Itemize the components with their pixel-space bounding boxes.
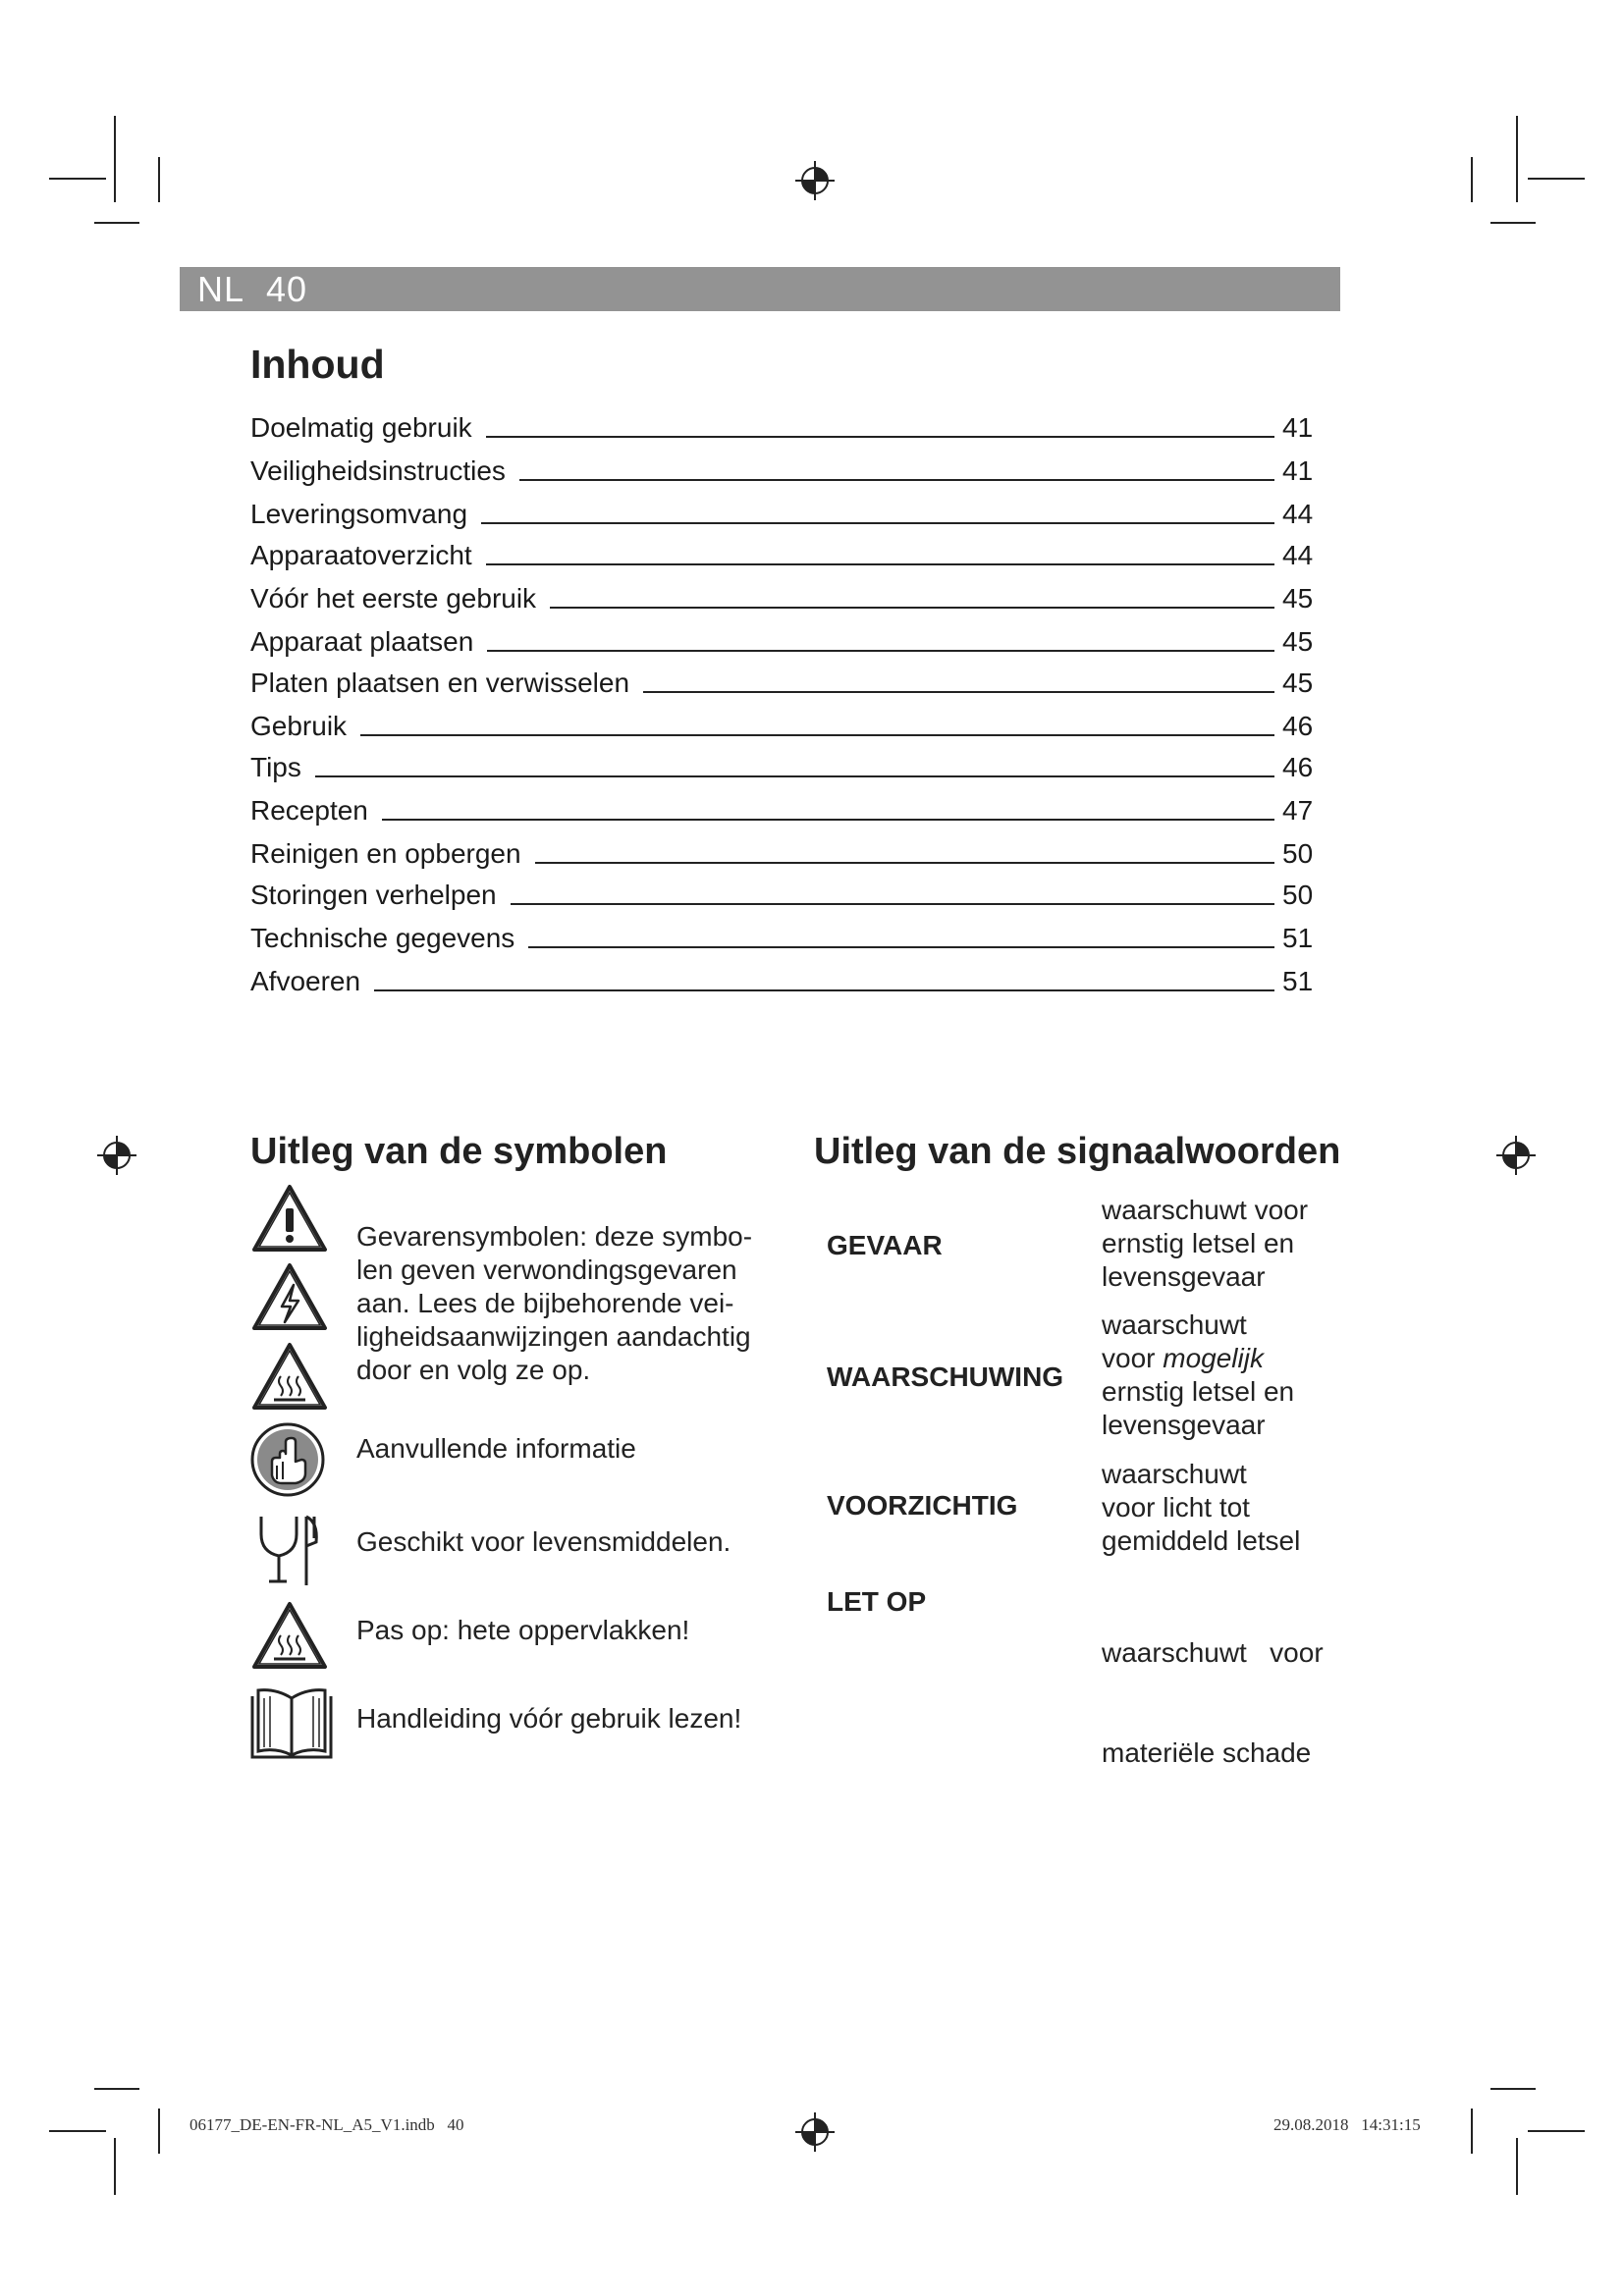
toc-entry: Technische gegevens 51: [250, 923, 1314, 953]
page-header-bar: [180, 267, 1340, 311]
footer-date: 29.08.2018 14:31:15: [1273, 2115, 1421, 2134]
toc-entry: Doelmatig gebruik 41: [250, 412, 1314, 443]
general-warning-icon: [250, 1183, 329, 1254]
hot-surface-warning-icon: [250, 1341, 329, 1412]
signal-desc-notice: waarschuwt voor materiële schade: [1102, 1637, 1324, 1768]
signal-desc-danger: waarschuwt voor ernstig letsel en levensgevaar: [1102, 1195, 1309, 1292]
toc-entry: Tips 46: [250, 752, 1314, 782]
toc-entry: Apparaatoverzicht 44: [250, 540, 1314, 570]
signal-word-notice: LET OP: [827, 1586, 927, 1617]
footer-file-info: 06177_DE-EN-FR-NL_A5_V1.indb 40: [189, 2115, 464, 2134]
signal-desc-caution: waarschuwt voor licht tot gemiddeld letsel: [1102, 1459, 1301, 1556]
toc-title: Inhoud: [250, 342, 385, 387]
toc-entry: Reinigen en opbergen 50: [250, 838, 1314, 869]
hot-surface-icon: [250, 1600, 329, 1671]
signal-word-warning: WAARSCHUWING: [827, 1362, 1064, 1392]
registration-mark-icon: [795, 2112, 835, 2152]
page-number: 40: [266, 269, 308, 309]
toc-entry: Veiligheidsinstructies 41: [250, 455, 1314, 486]
toc-entry: Leveringsomvang 44: [250, 499, 1314, 529]
toc-entry: Gebruik 46: [250, 711, 1314, 741]
toc-entry: Recepten 47: [250, 795, 1314, 826]
signal-desc-warning: waarschuwt voor mogelijk ernstig letsel en levensgevaar: [1102, 1309, 1295, 1440]
food-safe-icon: [257, 1513, 322, 1587]
additional-info-icon: [250, 1422, 325, 1497]
symbols-title: Uitleg van de symbolen: [250, 1131, 668, 1172]
electric-shock-warning-icon: [250, 1261, 329, 1332]
info-description: Aanvullende informatie: [356, 1433, 636, 1464]
registration-mark-icon: [97, 1136, 136, 1175]
read-manual-icon: [248, 1686, 335, 1761]
registration-mark-icon: [1496, 1136, 1536, 1175]
read-manual-description: Handleiding vóór gebruik lezen!: [356, 1703, 742, 1734]
signal-word-caution: VOORZICHTIG: [827, 1490, 1018, 1521]
toc-entry: Vóór het eerste gebruik 45: [250, 583, 1314, 614]
hot-surface-description: Pas op: hete oppervlakken!: [356, 1615, 690, 1645]
registration-mark-icon: [795, 161, 835, 200]
toc-entry: Storingen verhelpen 50: [250, 880, 1314, 910]
toc-entry: Apparaat plaatsen 45: [250, 626, 1314, 657]
food-safe-description: Geschikt voor levensmiddelen.: [356, 1526, 731, 1557]
language-code: NL: [197, 269, 245, 309]
toc-entry: Afvoeren 51: [250, 966, 1314, 996]
signal-word-danger: GEVAAR: [827, 1230, 943, 1260]
signals-title: Uitleg van de signaalwoorden: [814, 1131, 1341, 1172]
toc-entry: Platen plaatsen en verwisselen 45: [250, 667, 1314, 698]
hazard-symbols-description: Gevarensymbolen: deze symbo- len geven verwondingsgevaren aan. Lees de bijbehorende vei- ligheidsaanwijzingen aandachtig door en volg ze op.: [356, 1221, 753, 1385]
